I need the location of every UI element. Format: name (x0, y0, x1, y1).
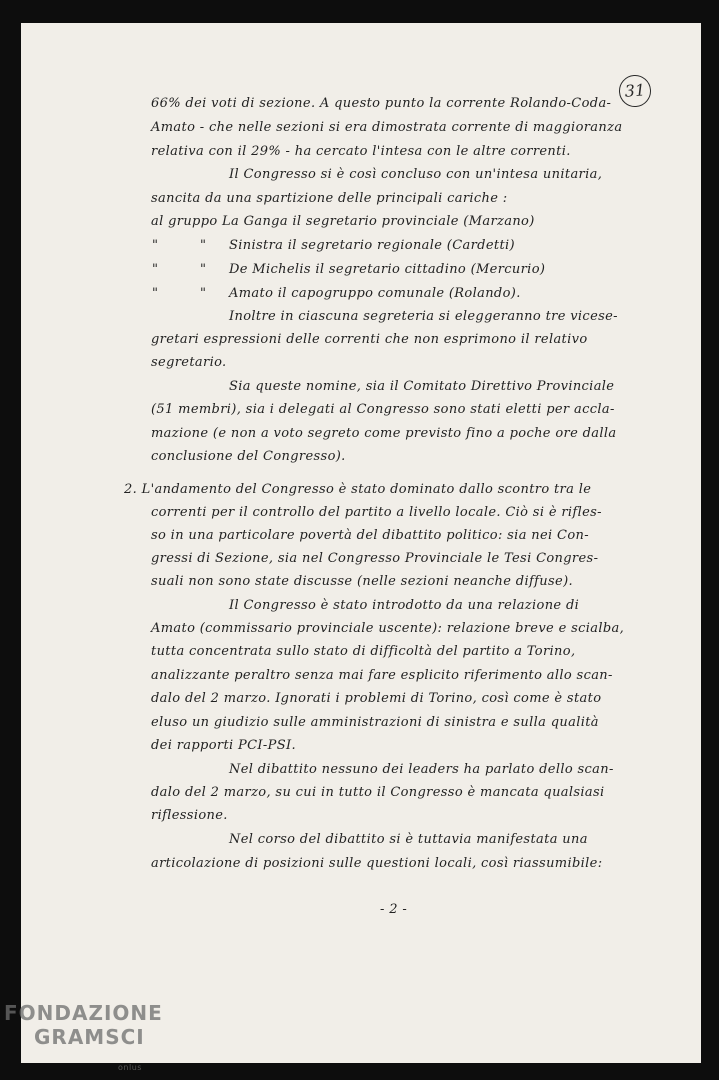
ditto-mark: " (200, 286, 207, 301)
text-line: riflessione. (151, 808, 228, 823)
text-line: eluso un giudizio sulle amministrazioni di sinistra e sulla qualità (151, 715, 599, 730)
text-line: Il Congresso si è così concluso con un'intesa unitaria, (229, 167, 603, 182)
text-line: Inoltre in ciascuna segreteria si eleggeranno tre vicese- (229, 309, 618, 324)
text-line: mazione (e non a voto segreto come previsto fino a poche ore dalla (151, 426, 617, 441)
text-line: (51 membri), sia i delegati al Congresso sono stati eletti per accla- (151, 402, 615, 417)
watermark-line: GRAMSCI (34, 1025, 145, 1049)
text-line: correnti per il controllo del partito a livello locale. Ciò si è rifles- (151, 505, 602, 520)
text-line: segretario. (151, 355, 227, 370)
page-number: - 2 - (380, 902, 408, 917)
text-line: dalo del 2 marzo, su cui in tutto il Congresso è mancata qualsiasi (151, 785, 605, 800)
text-line: dei rapporti PCI-PSI. (151, 738, 296, 753)
text-line: relativa con il 29% - ha cercato l'intesa con le altre correnti. (151, 144, 571, 159)
text-line: suali non sono state discusse (nelle sezioni neanche diffuse). (151, 574, 573, 589)
ditto-mark: " (152, 286, 159, 301)
text-line: De Michelis il segretario cittadino (Mercurio) (229, 262, 546, 277)
text-line: gretari espressioni delle correnti che non esprimono il relativo (151, 332, 588, 347)
text-line: sancita da una spartizione delle principali cariche : (151, 191, 508, 206)
ditto-mark: " (152, 262, 159, 277)
text-line: Sinistra il segretario regionale (Cardetti) (229, 238, 515, 253)
text-line: gressi di Sezione, sia nel Congresso Provinciale le Tesi Congres- (151, 551, 599, 566)
text-line: Amato (commissario provinciale uscente): relazione breve e scialba, (151, 621, 625, 636)
ditto-mark: " (152, 238, 159, 253)
text-line: Amato il capogruppo comunale (Rolando). (229, 286, 521, 301)
text-line: Nel dibattito nessuno dei leaders ha parlato dello scan- (229, 762, 614, 777)
ditto-mark: " (200, 238, 207, 253)
text-line: so in una particolare povertà del dibattito politico: sia nei Con- (151, 528, 589, 543)
ditto-mark: " (200, 262, 207, 277)
text-line: articolazione di posizioni sulle questioni locali, così riassumibile: (151, 856, 603, 871)
text-line: Il Congresso è stato introdotto da una relazione di (229, 598, 580, 613)
text-line: al gruppo La Ganga il segretario provinciale (Marzano) (151, 214, 535, 229)
text-line: tutta concentrata sullo stato di difficoltà del partito a Torino, (151, 644, 576, 659)
text-line: Sia queste nomine, sia il Comitato Direttivo Provinciale (229, 379, 615, 394)
text-line: 2. L'andamento del Congresso è stato dominato dallo scontro tra le (124, 482, 592, 497)
text-line: 66% dei voti di sezione. A questo punto la corrente Rolando-Coda- (151, 96, 612, 111)
text-line: Nel corso del dibattito si è tuttavia manifestata una (229, 832, 588, 847)
text-line: conclusione del Congresso). (151, 449, 346, 464)
watermark-line: onlus (118, 1063, 142, 1072)
page-stamp: 31 (618, 74, 652, 108)
watermark-line: FONDAZIONE (4, 1001, 163, 1025)
text-line: dalo del 2 marzo. Ignorati i problemi di Torino, così come è stato (151, 691, 602, 706)
text-line: Amato - che nelle sezioni si era dimostrata corrente di maggioranza (151, 120, 623, 135)
text-line: analizzante peraltro senza mai fare esplicito riferimento allo scan- (151, 668, 613, 683)
